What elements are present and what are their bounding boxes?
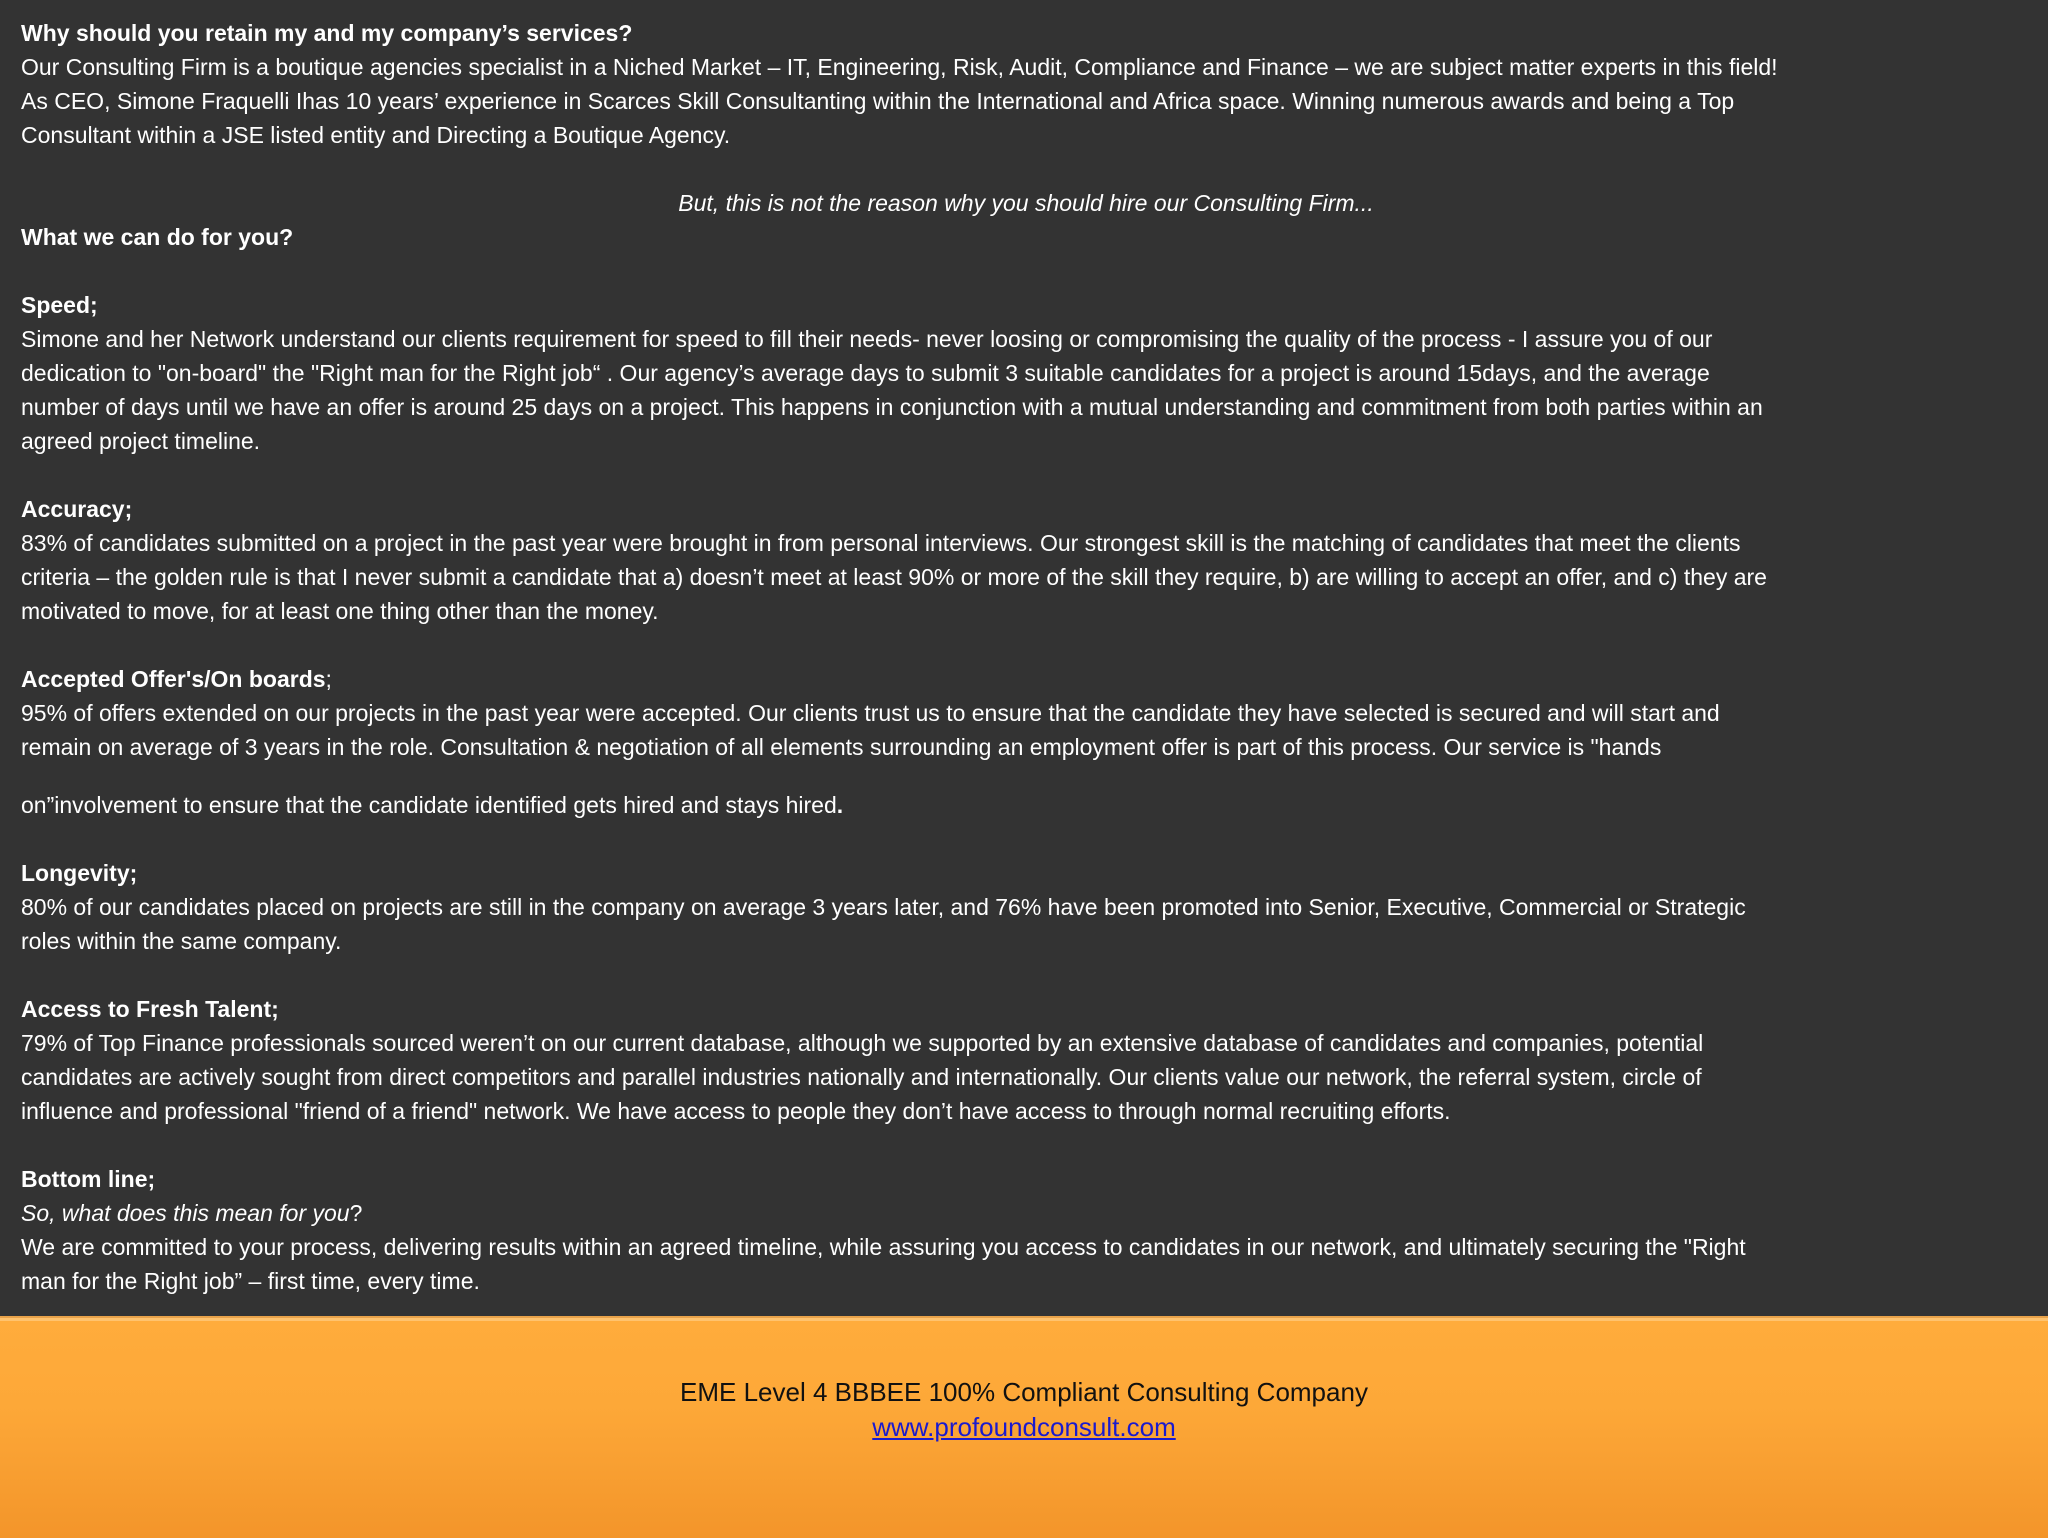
tagline: But, this is not the reason why you should hire our Consulting Firm... [678,190,1374,216]
bottom-line-heading: Bottom line; [21,1166,156,1192]
accuracy-line: 83% of candidates submitted on a project in the past year were brought in from personal interviews. Our strongest skill is the matching of candidates that meet the clients [21,530,1741,556]
bottom-line-line: We are committed to your process, delivering results within an agreed timeline, while assuring you access to candidates in our network, and ultimately securing the "Right [21,1234,1746,1260]
spacer [21,1128,2031,1162]
compliance-statement: EME Level 4 BBBEE 100% Compliant Consulting Company [680,1377,1368,1407]
accepted-last-line-row [21,788,2031,822]
accepted-heading: Accepted Offer's/On boards [21,666,326,692]
bottom-line-line: man for the Right job” – first time, every time. [21,1268,480,1294]
fresh-talent-line: influence and professional "friend of a friend" network. We have access to people they don’t have access to through normal recruiting efforts. [21,1098,1451,1124]
bottom-line-question: So, what does this mean for you [21,1200,350,1226]
spacer [21,152,2031,186]
speed-line: number of days until we have an offer is around 25 days on a project. This happens in conjunction with a mutual understanding and commitment from both parties within an [21,394,1763,420]
speed-line: agreed project timeline. [21,428,261,454]
website-link-row [0,1410,2048,1444]
speed-line: Simone and her Network understand our clients requirement for speed to fill their needs- never loosing or compromising the quality of the process - I assure you of our [21,326,1713,352]
spacer [21,458,2031,492]
intro-heading: Why should you retain my and my company’s services? [21,20,633,46]
website-link[interactable]: www.profoundconsult.com [872,1412,1176,1442]
footer-banner [0,1316,2048,1538]
bottom-line-question-mark: ? [349,1200,363,1226]
accuracy-heading: Accuracy; [21,496,133,522]
longevity-line: roles within the same company. [21,928,342,954]
speed-line: dedication to "on-board" the "Right man for the Right job“ . Our agency’s average days to submit 3 suitable candidates for a project is around 15days, and the average [21,360,1710,386]
speed-heading: Speed; [21,292,98,318]
accepted-line: 95% of offers extended on our projects in the past year were accepted. Our clients trust us to ensure that the candidate they have selected is secured and will start and [21,700,1720,726]
accepted-last-line: on”involvement to ensure that the candidate identified gets hired and stays hired [21,792,837,818]
accepted-last-line-end: . [836,792,844,818]
accepted-heading-row [21,662,2031,696]
intro-line: Consultant within a JSE listed entity and Directing a Boutique Agency. [21,122,731,148]
longevity-heading: Longevity; [21,860,138,886]
accepted-heading-suffix: ; [325,666,332,692]
accepted-line: remain on average of 3 years in the role. Consultation & negotiation of all elements surrounding an employment offer is part of this process. Our service is "hands [21,734,1662,760]
bottom-line-question-row [21,1196,2031,1230]
spacer [21,628,2031,662]
intro-line: Our Consulting Firm is a boutique agencies specialist in a Niched Market – IT, Engineering, Risk, Audit, Compliance and Finance – we are subject matter experts in this field! [21,54,1778,80]
fresh-talent-line: 79% of Top Finance professionals sourced weren’t on our current database, although we supported by an extensive database of candidates and companies, potential [21,1030,1704,1056]
spacer [21,958,2031,992]
fresh-talent-line: candidates are actively sought from direct competitors and parallel industries nationally and internationally. Our clients value our network, the referral system, circle of [21,1064,1702,1090]
spacer [21,822,2031,856]
fresh-talent-heading: Access to Fresh Talent; [21,996,279,1022]
spacer [21,254,2031,288]
document-body [21,16,2031,1298]
longevity-line: 80% of our candidates placed on projects are still in the company on average 3 years later, and 76% have been promoted into Senior, Executive, Commercial or Strategic [21,894,1746,920]
intro-line: As CEO, Simone Fraquelli Ihas 10 years’ experience in Scarces Skill Consultanting within the International and Africa space. Winning numerous awards and being a Top [21,88,1735,114]
what-we-do-heading: What we can do for you? [21,224,294,250]
accuracy-line: motivated to move, for at least one thing other than the money. [21,598,659,624]
accuracy-line: criteria – the golden rule is that I never submit a candidate that a) doesn’t meet at least 90% or more of the skill they require, b) are willing to accept an offer, and c) they are [21,564,1767,590]
